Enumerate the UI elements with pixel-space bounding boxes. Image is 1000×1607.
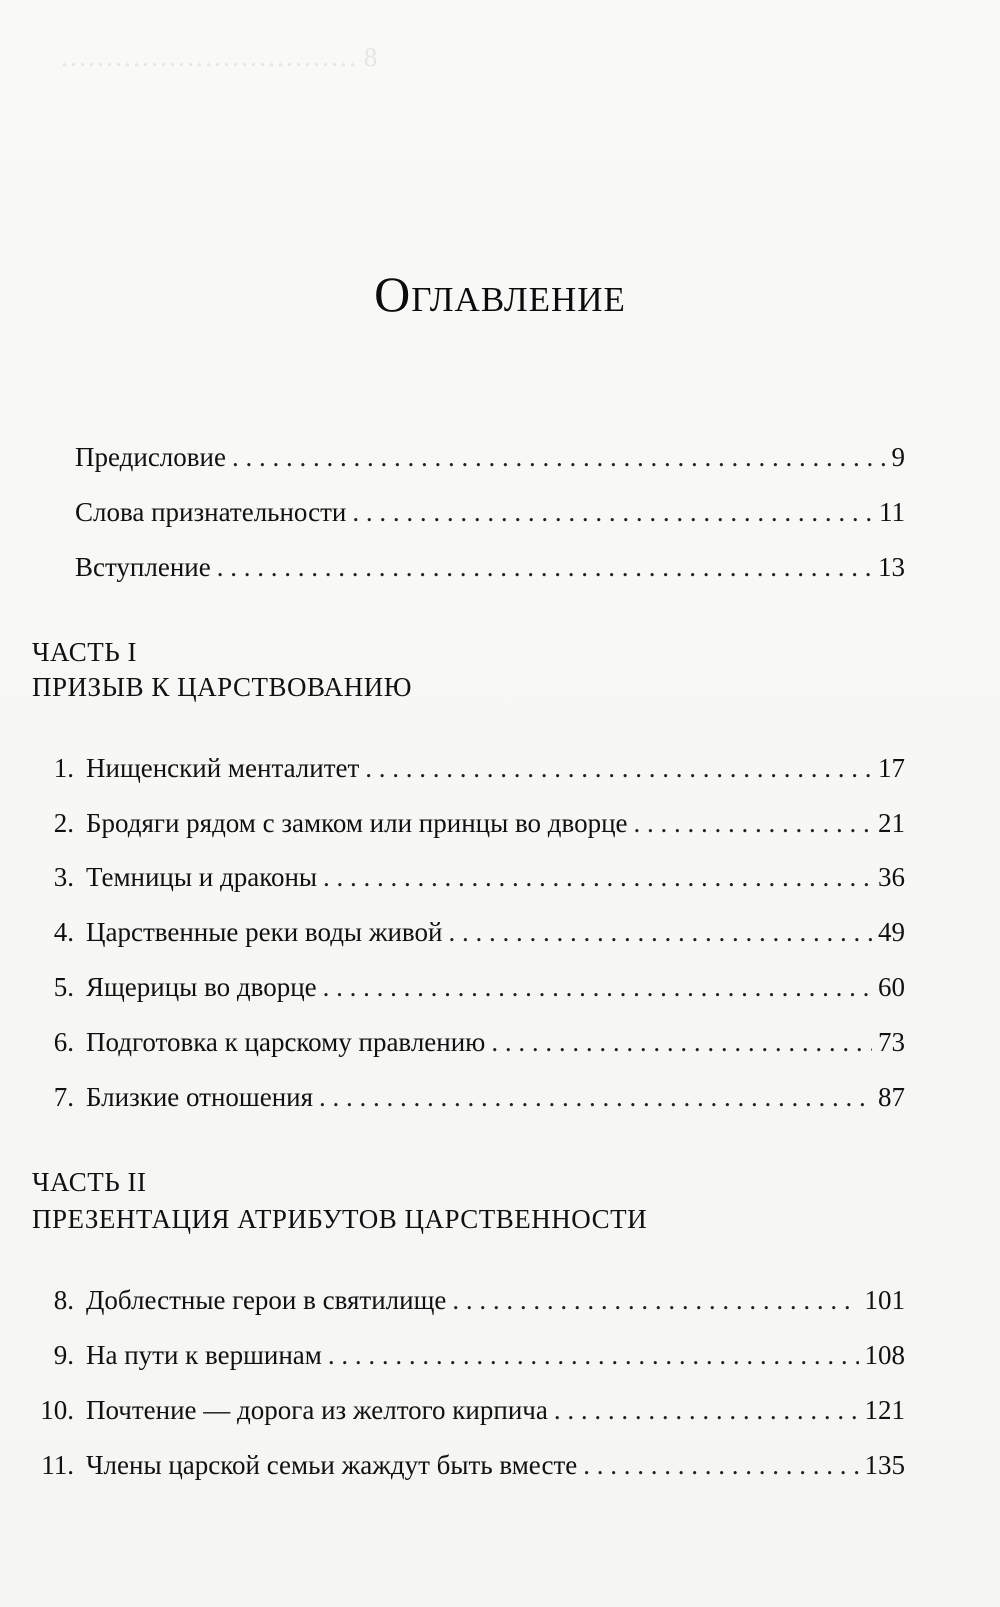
chapter-title: Близкие отношения xyxy=(86,1082,314,1112)
chapter-page: 17 xyxy=(878,753,905,783)
chapter-number: 5. xyxy=(53,972,74,1002)
dot-leader xyxy=(328,1335,859,1375)
chapter-number: 2. xyxy=(53,808,74,838)
toc-entry xyxy=(75,437,905,477)
chapter-title: Почтение — дорога из желтого кирпича xyxy=(86,1395,548,1425)
bleed-through-header: 8 …………………………… xyxy=(60,42,378,72)
chapter-title: Царственные реки воды живой xyxy=(86,917,443,947)
chapter-page: 121 xyxy=(864,1395,905,1425)
toc-entry xyxy=(75,492,905,532)
dot-leader xyxy=(232,437,886,477)
toc-chapter xyxy=(32,1445,905,1485)
dot-leader xyxy=(491,1022,872,1062)
toc-chapter xyxy=(32,748,905,788)
chapter-number: 11. xyxy=(41,1450,74,1480)
chapter-page: 135 xyxy=(864,1450,905,1480)
toc-chapter xyxy=(32,967,905,1007)
toc-chapter xyxy=(32,1022,905,1062)
toc-chapter xyxy=(32,1390,905,1430)
toc-chapter xyxy=(32,1077,905,1117)
dot-leader xyxy=(365,748,872,788)
chapter-number: 7. xyxy=(53,1082,74,1112)
chapter-number: 4. xyxy=(53,917,74,947)
toc-chapter xyxy=(32,912,905,952)
dot-leader xyxy=(583,1445,858,1485)
part-heading: ЧАСТЬ II xyxy=(32,1167,147,1197)
chapter-page: 36 xyxy=(878,862,905,892)
toc-chapter xyxy=(32,1280,905,1320)
chapter-page: 60 xyxy=(878,972,905,1002)
chapter-page: 21 xyxy=(878,808,905,838)
dot-leader xyxy=(319,1077,872,1117)
chapter-title: Темницы и драконы xyxy=(86,862,318,892)
chapter-title: Бродяги рядом с замком или принцы во дворце xyxy=(86,808,628,838)
toc-entry-label: Предисловие xyxy=(75,442,226,472)
dot-leader xyxy=(217,547,872,587)
dot-leader xyxy=(352,492,873,532)
dot-leader xyxy=(448,912,872,952)
chapter-title: Доблестные герои в святилище xyxy=(86,1285,447,1315)
toc-entry xyxy=(75,547,905,587)
chapter-title: На пути к вершинам xyxy=(86,1340,322,1370)
dot-leader xyxy=(323,857,872,897)
toc-entry-page: 9 xyxy=(891,442,905,472)
toc-chapter xyxy=(32,1335,905,1375)
chapter-page: 49 xyxy=(878,917,905,947)
chapter-number: 8. xyxy=(53,1285,74,1315)
chapter-page: 101 xyxy=(864,1285,905,1315)
dot-leader xyxy=(554,1390,859,1430)
part-subheading: ПРЕЗЕНТАЦИЯ АТРИБУТОВ ЦАРСТВЕННОСТИ xyxy=(32,1204,648,1234)
toc-chapter xyxy=(32,803,905,843)
dot-leader xyxy=(634,803,872,843)
toc-entry-label: Слова признательности xyxy=(75,497,347,527)
chapter-number: 1. xyxy=(53,753,74,783)
toc-chapter xyxy=(32,857,905,897)
toc-entry-label: Вступление xyxy=(75,552,211,582)
toc-entry-page: 11 xyxy=(879,497,905,527)
chapter-title: Члены царской семьи жаждут быть вместе xyxy=(86,1450,578,1480)
page-title: Оглавление xyxy=(374,266,626,322)
part-heading: ЧАСТЬ I xyxy=(32,637,137,667)
chapter-title: Нищенский менталитет xyxy=(86,753,360,783)
chapter-number: 9. xyxy=(53,1340,74,1370)
chapter-page: 108 xyxy=(864,1340,905,1370)
chapter-page: 73 xyxy=(878,1027,905,1057)
chapter-number: 3. xyxy=(53,862,74,892)
toc-entry-page: 13 xyxy=(878,552,905,582)
dot-leader xyxy=(452,1280,858,1320)
dot-leader xyxy=(323,967,872,1007)
part-subheading: ПРИЗЫВ К ЦАРСТВОВАНИЮ xyxy=(32,672,413,702)
chapter-number: 10. xyxy=(40,1395,74,1425)
chapter-title: Подготовка к царскому правлению xyxy=(86,1027,486,1057)
chapter-title: Ящерицы во дворце xyxy=(86,972,317,1002)
chapter-number: 6. xyxy=(53,1027,74,1057)
chapter-page: 87 xyxy=(878,1082,905,1112)
